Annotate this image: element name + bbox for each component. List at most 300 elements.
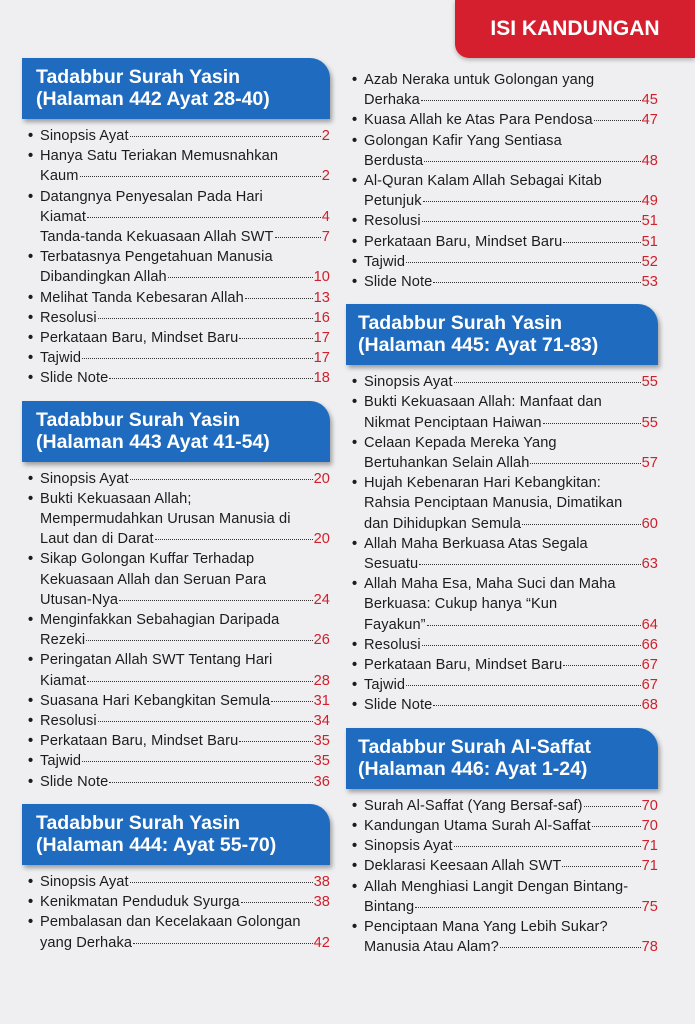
- bullet-icon: •: [352, 878, 358, 895]
- toc-entry[interactable]: [22, 751, 330, 771]
- bullet-icon: •: [28, 249, 34, 266]
- bullet-icon: •: [352, 394, 358, 411]
- toc-section: [22, 401, 330, 792]
- bullet-icon: •: [28, 773, 34, 790]
- toc-entry[interactable]: [346, 211, 658, 231]
- page-number: 16: [313, 309, 330, 326]
- page-number: 34: [313, 713, 330, 730]
- dot-leader: [421, 100, 641, 101]
- entry-line: [364, 796, 658, 816]
- toc-entry[interactable]: [346, 655, 658, 675]
- dot-leader: [522, 524, 641, 525]
- entry-line: [364, 433, 658, 453]
- toc-section: [346, 304, 658, 715]
- dot-leader: [415, 907, 640, 908]
- dot-leader: [406, 685, 640, 686]
- dot-leader: [271, 701, 312, 702]
- page-number: 75: [641, 898, 658, 915]
- entry-text: Sinopsis Ayat: [40, 873, 129, 890]
- entry-text: Allah Maha Esa, Maha Suci dan Maha: [364, 576, 616, 593]
- entry-text: Slide Note: [40, 370, 109, 387]
- dot-leader: [594, 120, 641, 121]
- section-subtitle: (Halaman 443 Ayat 41-54): [36, 430, 270, 453]
- dot-leader: [245, 298, 313, 299]
- page-number: 49: [641, 193, 658, 210]
- toc-entry[interactable]: [346, 695, 658, 715]
- page-number: 66: [641, 636, 658, 653]
- entry-line: [40, 549, 330, 569]
- entry-line: [364, 131, 658, 151]
- bullet-icon: •: [28, 551, 34, 568]
- entry-line: [40, 368, 330, 388]
- entry-line: [40, 509, 330, 529]
- entry-text: Manusia Atau Alam?: [364, 939, 499, 956]
- entry-text: Resolusi: [40, 309, 97, 326]
- toc-entry[interactable]: [22, 610, 330, 650]
- page-number: 26: [313, 632, 330, 649]
- bullet-icon: •: [28, 713, 34, 730]
- entry-text: Kiamat: [40, 672, 87, 689]
- dot-leader: [423, 201, 641, 202]
- bullet-icon: •: [28, 370, 34, 387]
- page-number: 10: [313, 269, 330, 286]
- bullet-icon: •: [352, 636, 358, 653]
- table-of-contents-label: ISI KANDUNGAN: [455, 0, 695, 58]
- bullet-icon: •: [28, 873, 34, 890]
- bullet-icon: •: [28, 470, 34, 487]
- entry-line: [364, 856, 658, 876]
- entry-text: Kekuasaan Allah dan Seruan Para: [40, 571, 267, 588]
- toc-entry[interactable]: [22, 348, 330, 368]
- toc-entry[interactable]: [22, 691, 330, 711]
- toc-entry[interactable]: [346, 372, 658, 392]
- bullet-icon: •: [352, 173, 358, 190]
- section-title: Tadabbur Surah Yasin: [36, 66, 241, 88]
- toc-entry[interactable]: [22, 187, 330, 227]
- entry-line: [40, 288, 330, 308]
- page-number: 35: [313, 733, 330, 750]
- entry-line: [40, 328, 330, 348]
- entry-text: Sinopsis Ayat: [40, 470, 129, 487]
- page-number: 36: [313, 773, 330, 790]
- page-number: 64: [641, 616, 658, 633]
- dot-leader: [86, 640, 312, 641]
- entry-text: Perkataan Baru, Mindset Baru: [364, 657, 563, 674]
- entry-line: [364, 392, 658, 412]
- bullet-icon: •: [352, 233, 358, 250]
- entry-line: [40, 711, 330, 731]
- toc-entry[interactable]: [346, 433, 658, 473]
- bullet-icon: •: [352, 817, 358, 834]
- page-number: 45: [641, 92, 658, 109]
- toc-entry[interactable]: [22, 288, 330, 308]
- entry-line: [40, 227, 330, 247]
- entry-text: Resolusi: [364, 636, 421, 653]
- toc-entry[interactable]: [22, 146, 330, 186]
- entry-text: Bukti Kekuasaan Allah: Manfaat dan: [364, 394, 602, 411]
- bullet-icon: •: [28, 894, 34, 911]
- page-number: 48: [641, 152, 658, 169]
- entry-line: [40, 691, 330, 711]
- dot-leader: [119, 600, 313, 601]
- entry-line: [40, 126, 330, 146]
- section-header: [22, 58, 330, 119]
- toc-entry[interactable]: [346, 232, 658, 252]
- toc-entry[interactable]: [22, 489, 330, 550]
- toc-entry[interactable]: [22, 549, 330, 610]
- bullet-icon: •: [352, 475, 358, 492]
- entry-text: Perkataan Baru, Mindset Baru: [40, 330, 239, 347]
- toc-entry[interactable]: [346, 272, 658, 292]
- page-number: 67: [641, 657, 658, 674]
- bullet-icon: •: [352, 72, 358, 88]
- page-number: 20: [313, 470, 330, 487]
- entry-line: [40, 489, 330, 509]
- dot-leader: [239, 338, 312, 339]
- toc-entry[interactable]: [346, 131, 658, 171]
- toc-entry[interactable]: [22, 772, 330, 792]
- dot-leader: [424, 161, 640, 162]
- dot-leader: [433, 705, 640, 706]
- entry-text: Kenikmatan Penduduk Syurga: [40, 894, 240, 911]
- entry-line: [364, 191, 658, 211]
- section-title: Tadabbur Surah Yasin: [36, 408, 241, 431]
- page-number: 38: [313, 894, 330, 911]
- toc-entry[interactable]: [22, 872, 330, 892]
- entry-line: [364, 534, 658, 554]
- entry-text: Kuasa Allah ke Atas Para Pendosa: [364, 112, 593, 129]
- section-title: Tadabbur Surah Al-Saffat: [358, 735, 591, 758]
- dot-leader: [419, 564, 640, 565]
- page-number: 2: [321, 168, 330, 185]
- entry-text: Tajwid: [40, 350, 82, 367]
- toc-entry[interactable]: [346, 816, 658, 836]
- entry-line: [364, 574, 658, 594]
- dot-leader: [427, 625, 641, 626]
- toc-entry[interactable]: [22, 711, 330, 731]
- page-number: 60: [641, 515, 658, 532]
- entry-text: Resolusi: [364, 213, 421, 230]
- dot-leader: [592, 826, 641, 827]
- entry-text: Laut dan di Darat: [40, 531, 154, 548]
- toc-entry[interactable]: [346, 675, 658, 695]
- entry-text: dan Dihidupkan Semula: [364, 515, 522, 532]
- bullet-icon: •: [352, 112, 358, 129]
- page-number: 52: [641, 253, 658, 270]
- entry-line: [364, 372, 658, 392]
- dot-leader: [422, 221, 641, 222]
- page-number: 63: [641, 556, 658, 573]
- dot-leader: [155, 539, 313, 540]
- entry-text: Terbatasnya Pengetahuan Manusia: [40, 249, 273, 266]
- entry-text: Kaum: [40, 168, 79, 185]
- page-number: 67: [641, 677, 658, 694]
- bullet-icon: •: [352, 858, 358, 875]
- bullet-icon: •: [352, 677, 358, 694]
- dot-leader: [241, 902, 313, 903]
- toc-entry[interactable]: [346, 856, 658, 876]
- toc-section: [346, 70, 658, 292]
- entry-text: Mempermudahkan Urusan Manusia di: [40, 511, 291, 528]
- dot-leader: [168, 277, 313, 278]
- entry-line: [364, 877, 658, 897]
- entry-line: [364, 917, 658, 937]
- dot-leader: [80, 176, 321, 177]
- toc-section: [22, 804, 330, 953]
- entry-text: Pembalasan dan Kecelakaan Golongan: [40, 914, 301, 931]
- page-number: 51: [641, 233, 658, 250]
- entry-text: Tanda-tanda Kekuasaan Allah SWT: [40, 229, 274, 246]
- entry-text: Sinopsis Ayat: [364, 838, 453, 855]
- entry-text: Tajwid: [364, 677, 406, 694]
- toc-entry[interactable]: [22, 892, 330, 912]
- toc-entry[interactable]: [22, 247, 330, 287]
- page-number: 31: [313, 692, 330, 709]
- bullet-icon: •: [352, 132, 358, 149]
- toc-entry[interactable]: [22, 469, 330, 489]
- page-number: 28: [313, 672, 330, 689]
- toc-entry[interactable]: [22, 227, 330, 247]
- bullet-icon: •: [352, 213, 358, 230]
- entry-text: Tajwid: [364, 253, 406, 270]
- dot-leader: [454, 382, 641, 383]
- dot-leader: [562, 866, 640, 867]
- right-column: [346, 70, 658, 969]
- entry-text: Sesuatu: [364, 556, 419, 573]
- page-number: 24: [313, 591, 330, 608]
- entry-line: [364, 655, 658, 675]
- entry-text: Bertuhankan Selain Allah: [364, 455, 530, 472]
- dot-leader: [109, 378, 312, 379]
- dot-leader: [109, 782, 312, 783]
- page-number: 55: [641, 374, 658, 391]
- page-number: 13: [313, 289, 330, 306]
- bullet-icon: •: [28, 148, 34, 165]
- entry-text: Celaan Kepada Mereka Yang: [364, 434, 557, 451]
- entry-text: Kiamat: [40, 208, 87, 225]
- entry-line: [40, 166, 330, 186]
- dot-leader: [239, 741, 312, 742]
- dot-leader: [543, 423, 641, 424]
- entry-text: Petunjuk: [364, 193, 422, 210]
- section-header: [22, 401, 330, 462]
- entry-text: Slide Note: [40, 773, 109, 790]
- bullet-icon: •: [28, 652, 34, 669]
- section-title: Tadabbur Surah Yasin: [358, 312, 563, 335]
- section-header: [346, 304, 658, 365]
- bullet-icon: •: [28, 733, 34, 750]
- entry-text: Berdusta: [364, 152, 424, 169]
- section-subtitle: (Halaman 445: Ayat 71-83): [358, 334, 599, 357]
- toc-entry[interactable]: [346, 635, 658, 655]
- bullet-icon: •: [28, 692, 34, 709]
- page-number: 18: [313, 370, 330, 387]
- page-number: 78: [641, 939, 658, 956]
- entry-line: [40, 207, 330, 227]
- entry-line: [364, 151, 658, 171]
- page-number: 71: [641, 838, 658, 855]
- entry-text: Fayakun”: [364, 616, 426, 633]
- page-number: 71: [641, 858, 658, 875]
- entry-text: Golongan Kafir Yang Sentiasa: [364, 132, 562, 149]
- page-number: 42: [313, 934, 330, 951]
- entry-line: [364, 252, 658, 272]
- entry-text: Rahsia Penciptaan Manusia, Dimatikan: [364, 495, 623, 512]
- dot-leader: [563, 242, 640, 243]
- entry-line: [364, 695, 658, 715]
- toc-entry[interactable]: [346, 110, 658, 130]
- entry-text: Surah Al-Saffat (Yang Bersaf-saf): [364, 797, 583, 814]
- toc-entry[interactable]: [22, 328, 330, 348]
- dot-leader: [130, 479, 313, 480]
- entry-text: Penciptaan Mana Yang Lebih Sukar?: [364, 918, 608, 935]
- bullet-icon: •: [352, 838, 358, 855]
- entry-line: [364, 816, 658, 836]
- entry-text: Slide Note: [364, 274, 433, 291]
- page-number: 7: [321, 229, 330, 246]
- bullet-icon: •: [28, 753, 34, 770]
- entry-line: [364, 70, 658, 90]
- toc-entry[interactable]: [22, 126, 330, 146]
- bullet-icon: •: [352, 918, 358, 935]
- page-number: 35: [313, 753, 330, 770]
- entry-line: [364, 514, 658, 534]
- entry-line: [364, 836, 658, 856]
- entry-line: [40, 671, 330, 691]
- entry-line: [364, 635, 658, 655]
- entry-line: [364, 211, 658, 231]
- entry-line: [40, 731, 330, 751]
- entry-text: Allah Menghiasi Langit Dengan Bintang-: [364, 878, 629, 895]
- entry-text: Suasana Hari Kebangkitan Semula: [40, 692, 271, 709]
- entry-line: [40, 933, 330, 953]
- entry-line: [364, 413, 658, 433]
- bullet-icon: •: [28, 289, 34, 306]
- entry-line: [40, 772, 330, 792]
- toc-entry[interactable]: [22, 650, 330, 690]
- entry-line: [364, 453, 658, 473]
- dot-leader: [500, 947, 641, 948]
- page-number: 70: [641, 797, 658, 814]
- entry-line: [40, 267, 330, 287]
- bullet-icon: •: [352, 253, 358, 270]
- entry-text: Peringatan Allah SWT Tentang Hari: [40, 652, 273, 669]
- section-header: [22, 804, 330, 865]
- entry-text: Hanya Satu Teriakan Memusnahkan: [40, 148, 279, 165]
- entry-text: Perkataan Baru, Mindset Baru: [364, 233, 563, 250]
- page-number: 4: [321, 208, 330, 225]
- toc-entry[interactable]: [346, 796, 658, 816]
- section-subtitle: (Halaman 446: Ayat 1-24): [358, 757, 588, 780]
- section-subtitle: (Halaman 444: Ayat 55-70): [36, 833, 277, 856]
- page-number: 20: [313, 531, 330, 548]
- dot-leader: [130, 136, 321, 137]
- entry-text: Bintang: [364, 898, 415, 915]
- entry-text: Al-Quran Kalam Allah Sebagai Kitab: [364, 173, 602, 190]
- entry-text: Bukti Kekuasaan Allah;: [40, 490, 192, 507]
- bullet-icon: •: [28, 309, 34, 326]
- entry-line: [364, 937, 658, 957]
- toc-entry[interactable]: [346, 534, 658, 574]
- toc-entry[interactable]: [346, 70, 658, 110]
- bullet-icon: •: [352, 434, 358, 451]
- page-number: 53: [641, 274, 658, 291]
- dot-leader: [563, 665, 640, 666]
- page-number: 70: [641, 817, 658, 834]
- page-number: 17: [313, 330, 330, 347]
- toc-entry[interactable]: [346, 836, 658, 856]
- entry-text: Rezeki: [40, 632, 86, 649]
- toc-entry[interactable]: [346, 574, 658, 635]
- bullet-icon: •: [352, 657, 358, 674]
- toc-entry[interactable]: [346, 252, 658, 272]
- toc-entry[interactable]: [22, 308, 330, 328]
- dot-leader: [98, 721, 313, 722]
- entry-line: [40, 610, 330, 630]
- entry-line: [40, 892, 330, 912]
- entry-line: [40, 348, 330, 368]
- entry-line: [40, 650, 330, 670]
- entry-text: Sinopsis Ayat: [40, 128, 129, 144]
- dot-leader: [87, 681, 313, 682]
- page-number: 68: [641, 697, 658, 714]
- entry-line: [40, 308, 330, 328]
- entry-text: Kandungan Utama Surah Al-Saffat: [364, 817, 591, 834]
- bullet-icon: •: [28, 188, 34, 205]
- page-number: 51: [641, 213, 658, 230]
- toc-entry[interactable]: [22, 368, 330, 388]
- entry-text: Datangnya Penyesalan Pada Hari: [40, 188, 263, 205]
- bullet-icon: •: [352, 797, 358, 814]
- entry-text: Hujah Kebenaran Hari Kebangkitan:: [364, 475, 601, 492]
- bullet-icon: •: [352, 374, 358, 391]
- entry-text: Resolusi: [40, 713, 97, 730]
- section-subtitle: (Halaman 442 Ayat 28-40): [36, 88, 270, 110]
- dot-leader: [82, 761, 312, 762]
- toc-entry[interactable]: [346, 877, 658, 917]
- entry-text: Deklarasi Keesaan Allah SWT: [364, 858, 562, 875]
- section-title: Tadabbur Surah Yasin: [36, 811, 241, 834]
- entry-text: yang Derhaka: [40, 934, 133, 951]
- dot-leader: [82, 358, 312, 359]
- entry-line: [364, 171, 658, 191]
- entry-text: Allah Maha Berkuasa Atas Segala: [364, 535, 588, 552]
- entry-line: [40, 469, 330, 489]
- entry-text: Nikmat Penciptaan Haiwan: [364, 414, 542, 431]
- entry-line: [40, 570, 330, 590]
- entry-line: [364, 594, 658, 614]
- entry-line: [40, 247, 330, 267]
- bullet-icon: •: [352, 274, 358, 291]
- page-number: 47: [641, 112, 658, 129]
- toc-entry[interactable]: [346, 171, 658, 211]
- dot-leader: [275, 237, 321, 238]
- toc-entry[interactable]: [346, 392, 658, 432]
- bullet-icon: •: [28, 330, 34, 347]
- entry-text: Azab Neraka untuk Golongan yang: [364, 72, 595, 88]
- entry-line: [40, 590, 330, 610]
- page-number: 2: [321, 128, 330, 144]
- toc-entry[interactable]: [346, 473, 658, 534]
- toc-section: [22, 58, 330, 389]
- dot-leader: [530, 463, 640, 464]
- entry-text: Sinopsis Ayat: [364, 374, 453, 391]
- toc-entry[interactable]: [346, 917, 658, 957]
- toc-entry[interactable]: [22, 912, 330, 952]
- toc-entry[interactable]: [22, 731, 330, 751]
- entry-line: [40, 912, 330, 932]
- entry-line: [364, 675, 658, 695]
